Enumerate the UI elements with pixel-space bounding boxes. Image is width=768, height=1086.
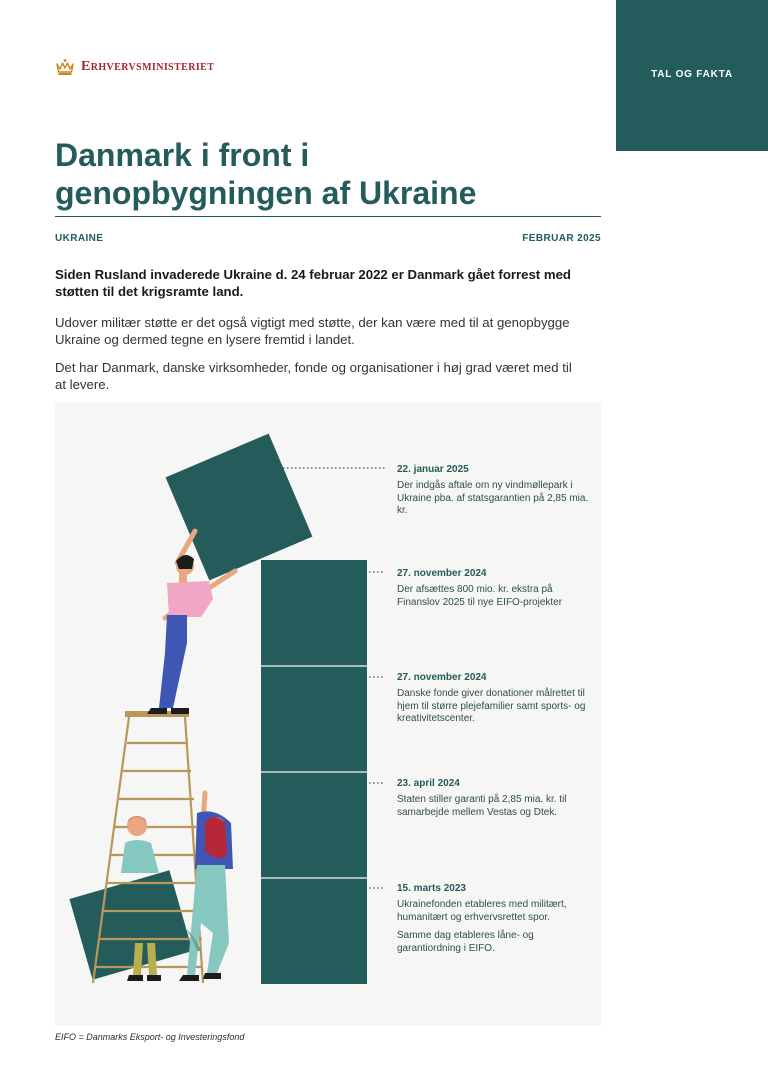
block-1 <box>261 560 367 666</box>
timeline-text: Staten stiller garanti på 2,85 mia. kr. til samarbejde mellem Vestas og Dtek. <box>397 794 567 818</box>
timeline-date: 23. april 2024 <box>397 778 460 789</box>
title-line-1: Danmark i front i <box>55 137 310 173</box>
person-pointing <box>179 793 233 981</box>
timeline-date: 27. november 2024 <box>397 672 487 683</box>
crown-icon <box>55 57 75 77</box>
title-line-2: genopbygningen af Ukraine <box>55 175 477 211</box>
logo-text: Erhvervsministeriet <box>81 59 215 74</box>
ministry-logo <box>55 56 214 78</box>
corner-banner <box>616 0 768 151</box>
timeline-entry <box>397 882 597 955</box>
footnote: EIFO = Danmarks Eksport- og Investeringsfond <box>55 1032 245 1042</box>
illustration-panel <box>55 403 601 1026</box>
timeline-entry <box>397 671 597 726</box>
timeline-date: 27. november 2024 <box>397 568 487 579</box>
date-tag: FEBRUAR 2025 <box>522 233 601 244</box>
block-stack <box>261 560 367 984</box>
body-paragraph-1: Udover militær støtte er det også vigtigt med støtte, der kan være med til at genopbygge Ukraine og dermed tegne en lysere fremtid i landet. <box>55 315 570 347</box>
block-2 <box>261 666 367 772</box>
block-3 <box>261 772 367 878</box>
timeline-text: Danske fonde giver donationer målrettet til hjem til større plejefamilier samt sports- og kreativitetscenter. <box>397 688 586 724</box>
title-divider <box>55 216 601 217</box>
timeline-entry <box>397 567 597 609</box>
timeline-text: Der indgås aftale om ny vindmøllepark i Ukraine pba. af statsgarantien på 2,85 mia. kr. <box>397 480 589 516</box>
timeline-entry <box>397 463 597 518</box>
timeline-entry <box>397 777 597 819</box>
timeline-text-extra: Samme dag etableres låne- og garantiordning i EIFO. <box>397 930 534 954</box>
timeline-date: 22. januar 2025 <box>397 464 469 475</box>
timeline-text: Ukrainefonden etableres med militært, humanitært og erhvervsrettet spor. <box>397 899 567 923</box>
block-4 <box>261 878 367 984</box>
body-paragraph-2: Det har Danmark, danske virksomheder, fonde og organisationer i høj grad været med til at levere. <box>55 360 572 392</box>
corner-label: TAL OG FAKTA <box>651 69 733 80</box>
lead-paragraph: Siden Rusland invaderede Ukraine d. 24 februar 2022 er Danmark gået forrest med støtten til det krigsramte land. <box>55 267 571 299</box>
timeline-date: 15. marts 2023 <box>397 883 466 894</box>
carried-block <box>69 870 192 979</box>
timeline-text: Der afsættes 800 mio. kr. ekstra på Finanslov 2025 til nye EIFO-projekter <box>397 584 563 608</box>
page-title <box>55 136 595 212</box>
topic-tag: UKRAINE <box>55 233 104 244</box>
